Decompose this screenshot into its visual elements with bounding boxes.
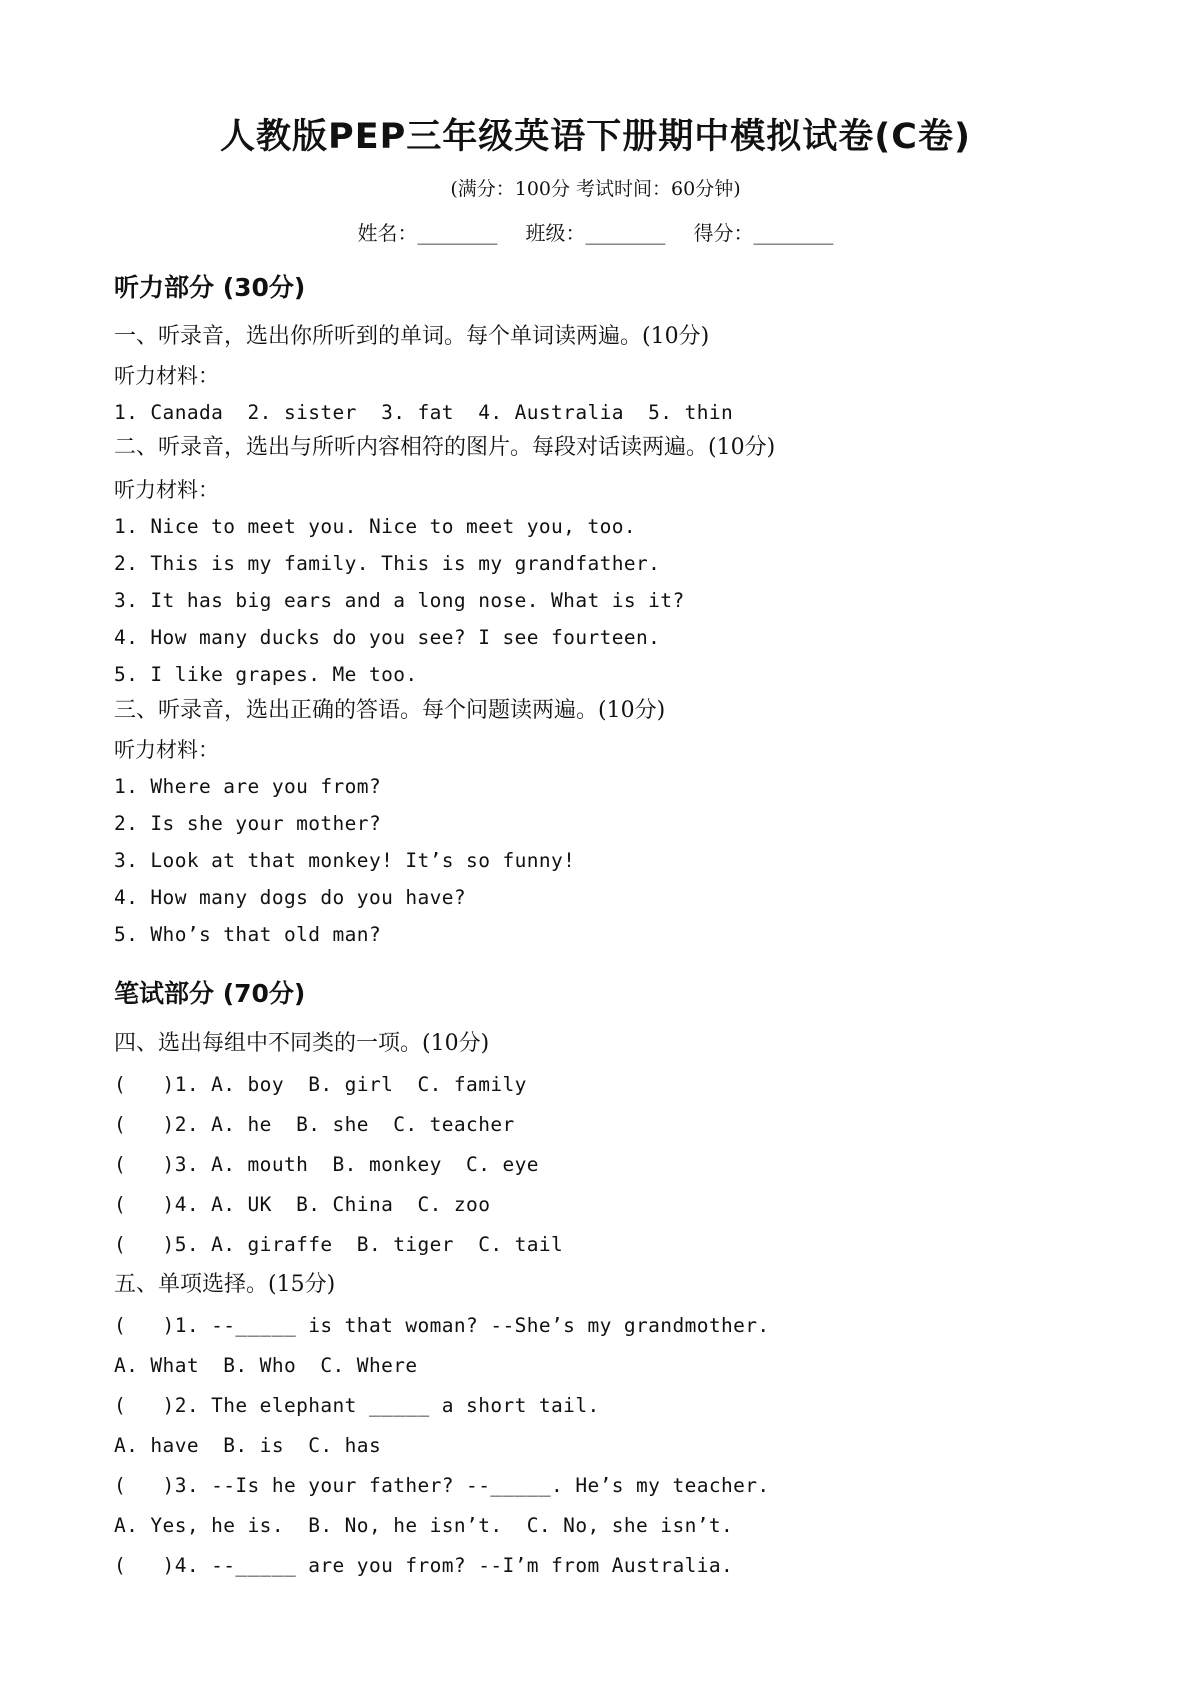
q3-item: 3. Look at that monkey! It’s so funny! bbox=[114, 849, 576, 872]
class-field: 班级：________ bbox=[525, 221, 666, 245]
q2-item: 2. This is my family. This is my grandfather. bbox=[114, 552, 661, 575]
q5-options: A. have B. is C. has bbox=[114, 1434, 382, 1457]
q3-item: 2. Is she your mother? bbox=[114, 812, 382, 835]
score-field: 得分：________ bbox=[693, 221, 834, 245]
q3-item: 5. Who’s that old man? bbox=[114, 923, 382, 946]
q4-item: ( )1. A. boy B. girl C. family bbox=[114, 1073, 527, 1096]
q4-item: ( )5. A. giraffe B. tiger C. tail bbox=[114, 1233, 564, 1256]
q5-title: 五、单项选择。(15分) bbox=[114, 1272, 336, 1297]
q5-item: ( )4. --_____ are you from? --I’m from Australia. bbox=[114, 1554, 734, 1577]
q3-title: 三、听录音，选出正确的答语。每个问题读两遍。(10分) bbox=[114, 698, 666, 723]
writing-heading: 笔试部分 (70分) bbox=[114, 979, 306, 1008]
name-field: 姓名：________ bbox=[357, 221, 498, 245]
q4-item: ( )2. A. he B. she C. teacher bbox=[114, 1113, 515, 1136]
q5-item: ( )2. The elephant _____ a short tail. bbox=[114, 1394, 600, 1417]
listening-heading: 听力部分 (30分) bbox=[114, 273, 306, 302]
q4-item: ( )3. A. mouth B. monkey C. eye bbox=[114, 1153, 539, 1176]
q2-item: 3. It has big ears and a long nose. What is it? bbox=[114, 589, 685, 612]
q5-options: A. What B. Who C. Where bbox=[114, 1354, 418, 1377]
q5-item: ( )1. --_____ is that woman? --She’s my grandmother. bbox=[114, 1314, 770, 1337]
q2-material-label: 听力材料： bbox=[114, 478, 219, 502]
q1-words: 1. Canada 2. sister 3. fat 4. Australia 5. thin bbox=[114, 401, 734, 424]
q2-item: 5. I like grapes. Me too. bbox=[114, 663, 418, 686]
q5-options: A. Yes, he is. B. No, he isn’t. C. No, she isn’t. bbox=[114, 1514, 734, 1537]
q4-item: ( )4. A. UK B. China C. zoo bbox=[114, 1193, 491, 1216]
q3-material-label: 听力材料： bbox=[114, 738, 219, 762]
q5-item: ( )3. --Is he your father? --_____. He’s my teacher. bbox=[114, 1474, 770, 1497]
q3-item: 4. How many dogs do you have? bbox=[114, 886, 467, 909]
exam-title: 人教版PEP三年级英语下册期中模拟试卷(C卷) bbox=[220, 117, 971, 157]
exam-subtitle: (满分：100分 考试时间：60分钟) bbox=[450, 178, 741, 200]
q1-title: 一、听录音，选出你所听到的单词。每个单词读两遍。(10分) bbox=[114, 324, 710, 349]
q2-title: 二、听录音，选出与所听内容相符的图片。每段对话读两遍。(10分) bbox=[114, 435, 776, 460]
q2-item: 4. How many ducks do you see? I see fourteen. bbox=[114, 626, 661, 649]
q4-title: 四、选出每组中不同类的一项。(10分) bbox=[114, 1031, 490, 1056]
q3-item: 1. Where are you from? bbox=[114, 775, 382, 798]
q2-item: 1. Nice to meet you. Nice to meet you, too. bbox=[114, 515, 637, 538]
q1-material-label: 听力材料： bbox=[114, 364, 219, 388]
student-info-row bbox=[0, 219, 1191, 247]
